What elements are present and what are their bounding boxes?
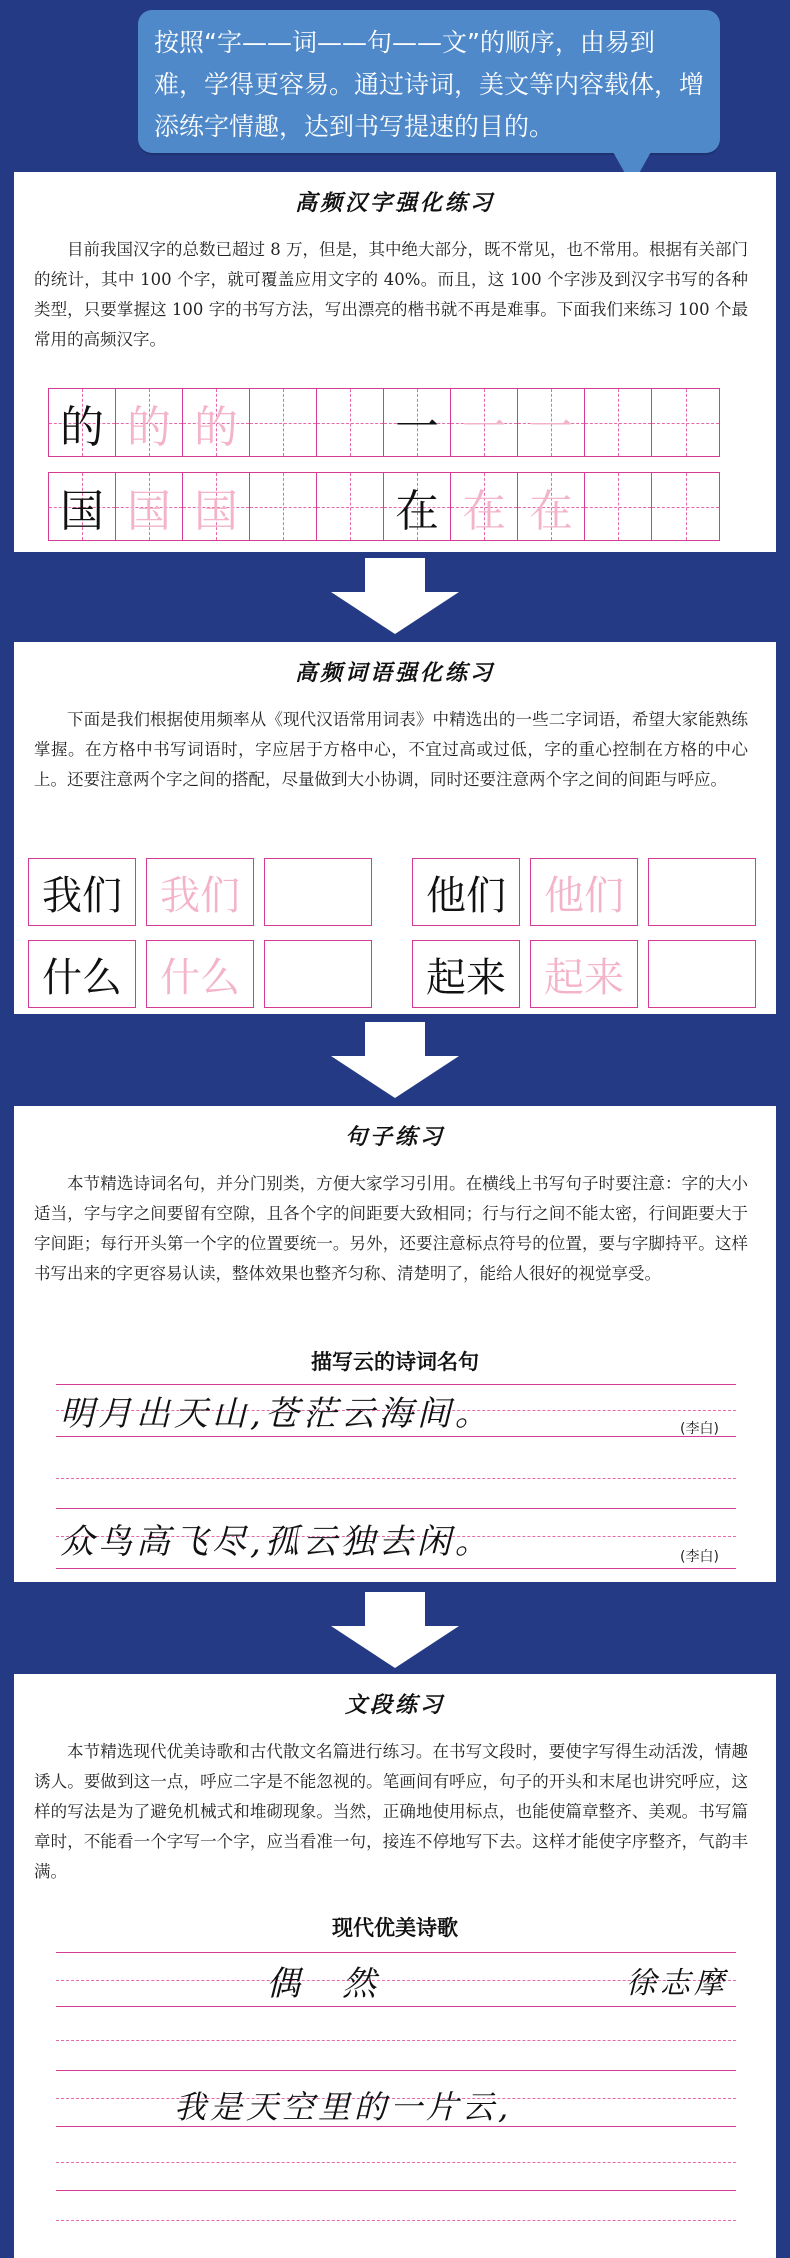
practice-grid-row	[48, 388, 720, 457]
word-box	[648, 940, 756, 1008]
grid-cell: 在	[451, 473, 518, 540]
word-box: 他们	[412, 858, 520, 926]
ruled-line	[56, 2162, 736, 2163]
grid-cell	[652, 473, 719, 540]
ruled-line	[56, 1384, 736, 1385]
ruled-line	[56, 2040, 736, 2041]
grid-cell: 一	[384, 389, 451, 456]
section-title: 文段练习	[344, 1693, 445, 1718]
section-title: 句子练习	[344, 1125, 445, 1150]
sentence-subtitle: 描写云的诗词名句	[311, 1350, 479, 1374]
down-arrow-icon	[331, 1022, 459, 1098]
ruled-line	[56, 2220, 736, 2221]
ruled-line	[56, 1952, 736, 1953]
grid-cell: 的	[116, 389, 183, 456]
section-passage-practice	[14, 1674, 776, 2258]
intro-callout	[138, 10, 720, 153]
grid-cell: 在	[518, 473, 585, 540]
word-box: 他们	[530, 858, 638, 926]
sentence-line: 众鸟高飞尽,孤云独去闲。	[60, 1522, 493, 1562]
word-box: 我们	[146, 858, 254, 926]
down-arrow-icon	[331, 1592, 459, 1668]
sentence-author: (李白)	[680, 1421, 719, 1437]
section-character-practice	[14, 172, 776, 552]
word-box	[264, 858, 372, 926]
sentence-line: 明月出天山,苍茫云海间。	[60, 1394, 493, 1434]
passage-subtitle: 现代优美诗歌	[332, 1916, 458, 1940]
section-title: 高频词语强化练习	[294, 661, 495, 686]
grid-cell	[317, 473, 384, 540]
section-title: 高频汉字强化练习	[294, 191, 495, 216]
grid-cell	[250, 473, 317, 540]
section-sentence-practice	[14, 1106, 776, 1582]
word-box	[264, 940, 372, 1008]
sentence-author: (李白)	[680, 1549, 719, 1565]
grid-cell: 国	[49, 473, 116, 540]
word-box: 起来	[530, 940, 638, 1008]
section-paragraph: 目前我国汉字的总数已超过 8 万，但是，其中绝大部分，既不常见，也不常用。根据有关部门的统计，其中 100 个字，就可覆盖应用文字的 40%。而且，这 100 个字涉及到汉字书写的各种类型，只要掌握这 100 字的书写方法，写出漂亮的楷书就不再是难事。下面我们来练习 100 个最常用的高频汉字。	[34, 240, 748, 349]
grid-cell	[585, 473, 652, 540]
poem-title: 偶 然	[266, 1964, 380, 2004]
ruled-line	[56, 1508, 736, 1509]
section-paragraph: 下面是我们根据使用频率从《现代汉语常用词表》中精选出的一些二字词语，希望大家能熟练掌握。在方格中书写词语时，字应居于方格中心，不宜过高或过低，字的重心控制在方格的中心上。还要注意两个字之间的搭配，尽量做到大小协调，同时还要注意两个字之间的间距与呼应。	[34, 710, 748, 789]
grid-cell	[585, 389, 652, 456]
grid-cell	[317, 389, 384, 456]
poem-line: 我是天空里的一片云,	[174, 2088, 513, 2126]
grid-cell	[652, 389, 719, 456]
ruled-line	[56, 1568, 736, 1569]
down-arrow-icon	[331, 558, 459, 634]
ruled-line	[56, 1478, 736, 1479]
word-box: 什么	[28, 940, 136, 1008]
grid-cell: 国	[183, 473, 250, 540]
ruled-line	[56, 2070, 736, 2071]
ruled-line	[56, 1436, 736, 1437]
section-paragraph: 本节精选诗词名句，并分门别类，方便大家学习引用。在横线上书写句子时要注意：字的大小适当，字与字之间要留有空隙，且各个字的间距要大致相同；行与行之间不能太密，行间距要大于字间距；每行开头第一个字的位置要统一。另外，还要注意标点符号的位置，要与字脚持平。这样书写出来的字更容易认读，整体效果也整齐匀称、清楚明了，能给人很好的视觉享受。	[34, 1174, 748, 1283]
word-box: 什么	[146, 940, 254, 1008]
grid-cell: 的	[49, 389, 116, 456]
grid-cell: 国	[116, 473, 183, 540]
section-word-practice	[14, 642, 776, 1014]
ruled-line	[56, 2006, 736, 2007]
poem-author: 徐志摩	[626, 1966, 728, 2001]
grid-cell: 在	[384, 473, 451, 540]
intro-text: 按照“字——词——句——文”的顺序，由易到难，学得更容易。通过诗词，美文等内容载体，增添练字情趣，达到书写提速的目的。	[154, 28, 705, 141]
ruled-line	[56, 2190, 736, 2191]
section-paragraph: 本节精选现代优美诗歌和古代散文名篇进行练习。在书写文段时，要使字写得生动活泼，情趣诱人。要做到这一点，呼应二字是不能忽视的。笔画间有呼应，句子的开头和末尾也讲究呼应，这样的写法是为了避免机械式和堆砌现象。当然，正确地使用标点，也能使篇章整齐、美观。书写篇章时，不能看一个字写一个字，应当看准一句，接连不停地写下去。这样才能使字序整齐，气韵丰满。	[34, 1742, 748, 1881]
word-box: 我们	[28, 858, 136, 926]
grid-cell	[250, 389, 317, 456]
grid-cell: 一	[518, 389, 585, 456]
grid-cell: 一	[451, 389, 518, 456]
word-box: 起来	[412, 940, 520, 1008]
word-box	[648, 858, 756, 926]
grid-cell: 的	[183, 389, 250, 456]
practice-grid-row	[48, 472, 720, 541]
